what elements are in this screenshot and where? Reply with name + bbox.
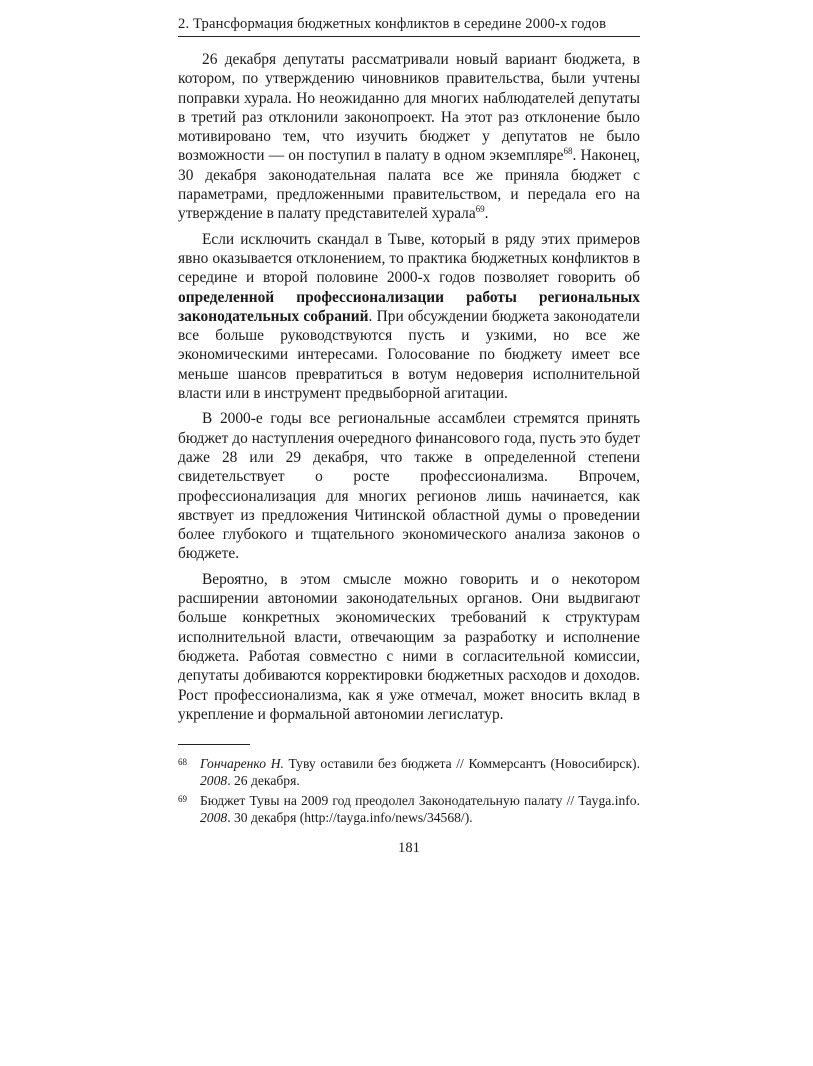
text-run: . [484, 205, 489, 223]
footnote-text [200, 755, 640, 789]
footnotes [178, 755, 640, 826]
italic-text: 2008 [200, 773, 228, 789]
italic-text: 2008 [200, 810, 228, 826]
paragraph [178, 409, 640, 563]
body-text [178, 50, 640, 724]
footnote-text [200, 792, 640, 826]
footnote-ref: 68 [563, 146, 573, 157]
footnote-number: 69 [178, 794, 187, 805]
text-run: Если исключить скандал в Тыве, который в ряду этих примеров явно оказывается отклонением, то практика бюджетных конфликтов в середине и второй половине 2000-х годов позволяет говорить об [178, 230, 640, 287]
text-run: Бюджет Тувы на 2009 год преодолел Законодательную палату // Tayga.info. [200, 793, 640, 809]
footnote [178, 792, 640, 826]
text-run: Вероятно, в этом смысле можно говорить и о некотором расширении автономии законодательных органов. Они выдвигают больше конкретных экономических требований к структурам исполнительной власти, отвечающим за разработку и исполнение бюджета. Работая совместно с ними в согласительной комиссии, депутаты добиваются корректировки бюджетных расходов и доходов. Рост профессионализма, как я уже отмечал, может вносить вклад в укрепление и формальной автономии легислатур. [178, 570, 640, 723]
footnote [178, 755, 640, 789]
text-run: В 2000-е годы все региональные ассамблеи стремятся принять бюджет до наступления очередного финансового года, пусть это будет даже 28 или 29 декабря, что также в определенной степени свидетельствует о росте профессионализма. Впрочем, профессионализация для многих регионов лишь начинается, как явствует из предложения Читинской областной думы о проведении более глубокого и тщательного экономического анализа законов о бюджете. [178, 410, 640, 563]
text-run: . 26 декабря. [227, 773, 300, 789]
footnote-number: 68 [178, 757, 187, 768]
italic-text: Гончаренко Н. [200, 756, 284, 772]
paragraph [178, 230, 640, 404]
footnote-separator [178, 744, 250, 745]
page-number: 181 [398, 840, 420, 857]
paragraph [178, 50, 640, 224]
text-run: . 30 декабря (http://tayga.info/news/34568/). [227, 810, 473, 826]
running-head: 2. Трансформация бюджетных конфликтов в середине 2000-х годов [178, 14, 640, 37]
footnote-ref: 69 [475, 204, 485, 215]
text-run: . Наконец, 30 декабря законодательная палата все же приняла бюджет с параметрами, предложенными правительством, и передала его на утверждение в палату представителей хурала [178, 147, 640, 223]
text-run: 26 декабря депутаты рассматривали новый вариант бюджета, в котором, по утверждению чиновников правительства, были учтены поправки хурала. Но неожиданно для многих наблюдателей депутаты в третий раз отклонили законопроект. На этот раз отклонение было мотивировано тем, что изучить бюджет у депутатов не было возможности — он поступил в палату в одном экземпляре [178, 51, 640, 165]
text-run: . При обсуждении бюджета законодатели все больше руководствуются пусть и узкими, но все же экономическими интересами. Голосование по бюджету имеет все меньше шансов превратиться в вотум недоверия исполнительной власти или в инструмент предвыборной агитации. [178, 307, 640, 403]
bold-text: определенной профессионализации работы региональных законодательных собраний [178, 288, 640, 325]
book-page [178, 14, 640, 857]
paragraph [178, 570, 640, 724]
text-run: Туву оставили без бюджета // Коммерсантъ (Новосибирск). [283, 756, 640, 772]
